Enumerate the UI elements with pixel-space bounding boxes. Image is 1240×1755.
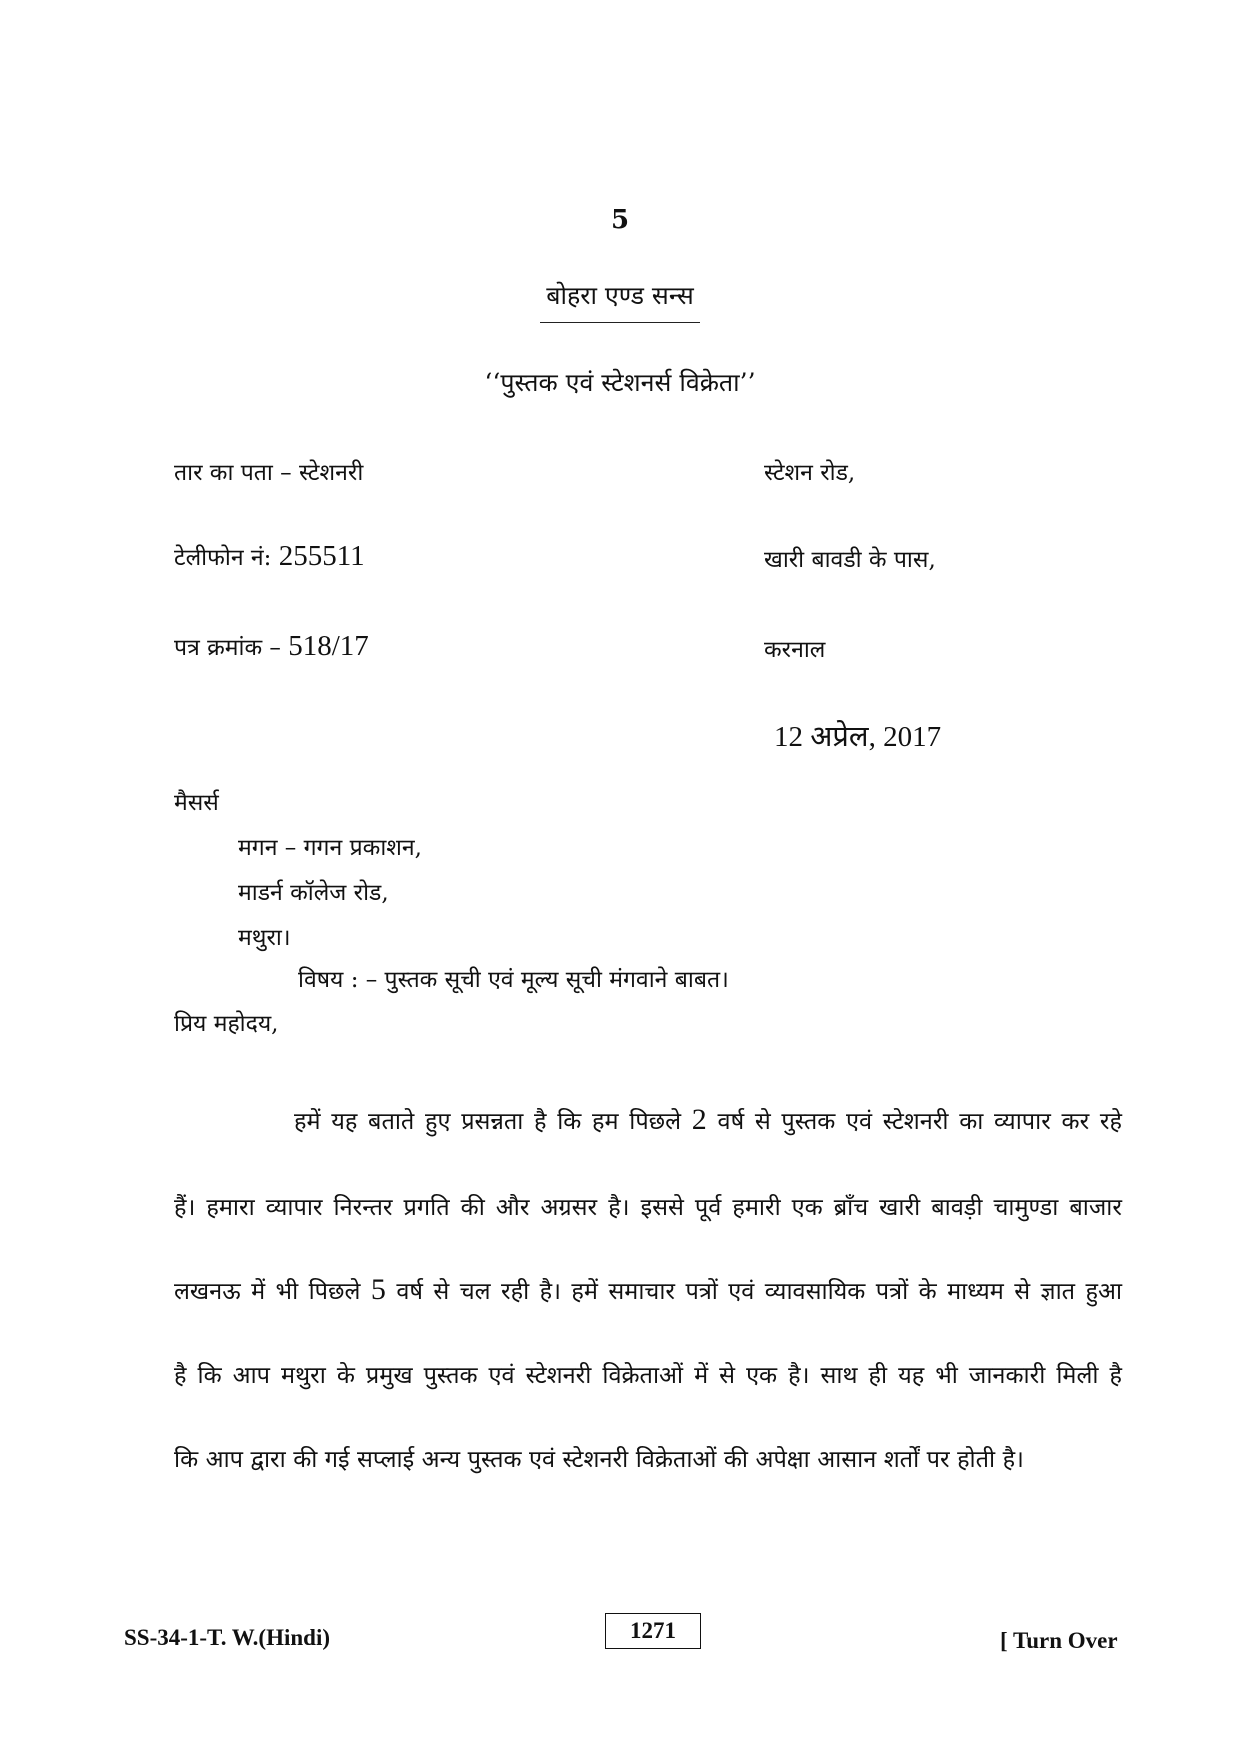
telegram-address: तार का पता – स्टेशनरी	[174, 460, 364, 486]
letter-number-line	[174, 630, 369, 663]
body-number: 2	[691, 1103, 707, 1136]
body-line-2: हैं। हमारा व्यापार निरन्तर प्रगति की और अग्रसर है। इससे पूर्व हमारी एक ब्राँच खारी बावड़ी चामुण्डा बाजार	[174, 1193, 1122, 1221]
body-text: हमें यह बताते हुए प्रसन्नता है कि हम पिछले	[294, 1107, 682, 1135]
letter-number: 518/17	[288, 630, 369, 662]
recipient-street: माडर्न कॉलेज रोड,	[238, 880, 389, 906]
body-text: लखनऊ में भी पिछले	[174, 1277, 361, 1305]
letter-date: 12 अप्रेल, 2017	[774, 721, 942, 753]
recipient-name: मगन – गगन प्रकाशन,	[238, 835, 422, 861]
body-line-1	[294, 1103, 1122, 1137]
letter-number-label: पत्र क्रमांक –	[174, 635, 281, 661]
footer-paper-code: SS-34-1-T. W.(Hindi)	[124, 1625, 330, 1650]
page-number: 5	[610, 205, 630, 235]
greeting: प्रिय महोदय,	[174, 1011, 279, 1037]
address-line-1: स्टेशन रोड,	[764, 460, 856, 486]
subject-line: विषय : – पुस्तक सूची एवं मूल्य सूची मंगवाने बाबत।	[298, 967, 729, 993]
address-city: करनाल	[764, 637, 826, 663]
firm-name: बोहरा एण्ड सन्स	[540, 278, 700, 323]
phone-label: टेलीफोन नं:	[174, 545, 272, 571]
firm-tagline: ‘‘पुस्तक एवं स्टेशनर्स विक्रेता’’	[484, 368, 756, 397]
body-line-4: है कि आप मथुरा के प्रमुख पुस्तक एवं स्टेशनरी विक्रेताओं में से एक है। साथ ही यह भी जानकारी मिली है	[174, 1361, 1122, 1389]
body-text: वर्ष से पुस्तक एवं स्टेशनरी का व्यापार कर रहे	[717, 1107, 1122, 1135]
recipient-salutation: मैसर्स	[174, 790, 219, 816]
body-text: वर्ष से चल रही है। हमें समाचार पत्रों एवं व्यावसायिक पत्रों के माध्यम से ज्ञात हुआ	[396, 1277, 1122, 1305]
firm-name-container	[0, 278, 1240, 323]
recipient-city: मथुरा।	[238, 925, 291, 951]
phone-line	[174, 540, 365, 573]
footer-turn-over: [ Turn Over	[1000, 1628, 1118, 1653]
address-line-2: खारी बावडी के पास,	[764, 547, 936, 573]
body-number: 5	[370, 1273, 386, 1306]
body-line-5: कि आप द्वारा की गई सप्लाई अन्य पुस्तक एवं स्टेशनरी विक्रेताओं की अपेक्षा आसान शर्तों पर होती है।	[174, 1445, 1024, 1473]
body-line-3	[174, 1273, 1122, 1307]
phone-number: 255511	[278, 540, 365, 572]
footer-page-number: 1271	[605, 1613, 701, 1649]
